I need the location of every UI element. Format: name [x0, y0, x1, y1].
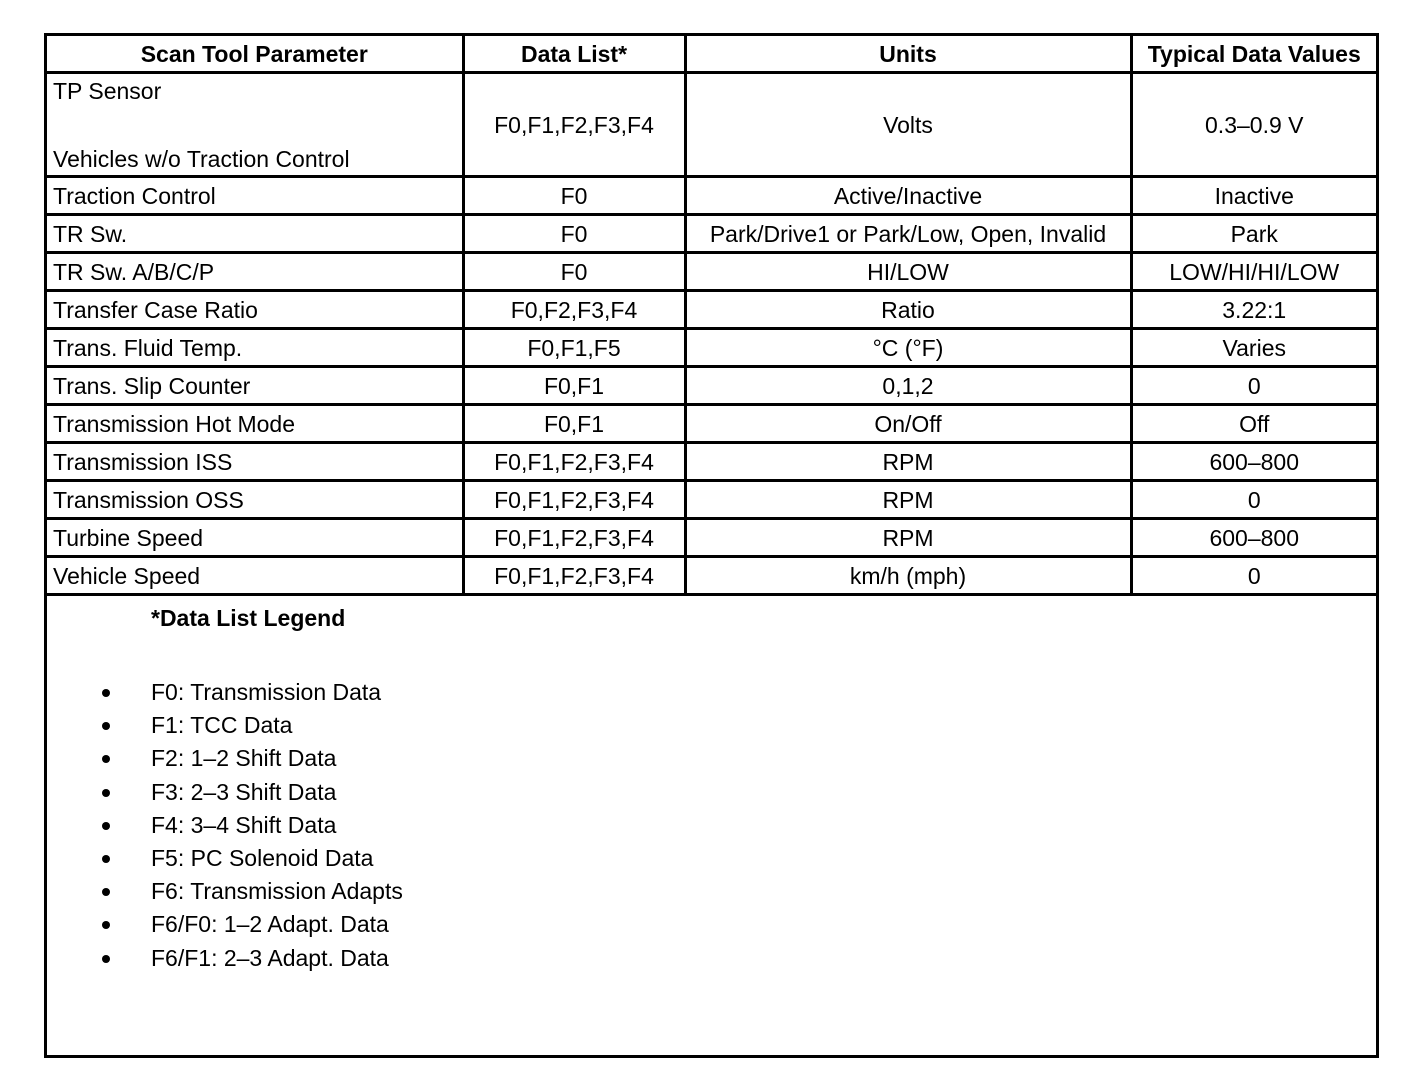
- typical-value-cell: Inactive: [1131, 177, 1376, 215]
- typical-value-cell: 600–800: [1131, 443, 1376, 481]
- data-list-cell: F0,F2,F3,F4: [463, 291, 685, 329]
- header-data-list: Data List*: [463, 36, 685, 73]
- typical-value-cell: Park: [1131, 215, 1376, 253]
- legend-item: [47, 842, 1376, 875]
- scan-tool-data-table: [47, 36, 1376, 596]
- typical-value-cell: 0.3–0.9 V: [1131, 73, 1376, 177]
- legend-item-text: F6/F0: 1–2 Adapt. Data: [151, 911, 389, 938]
- legend-item-text: F0: Transmission Data: [151, 679, 382, 705]
- bullet-icon: [102, 955, 110, 963]
- typical-value-cell: 0: [1131, 481, 1376, 519]
- bullet-icon: [102, 822, 110, 830]
- param-cell: [47, 73, 463, 177]
- param-cell: Traction Control: [47, 177, 463, 215]
- bullet-icon: [102, 888, 110, 896]
- param-cell: Vehicle Speed: [47, 557, 463, 595]
- table-row: [47, 73, 1376, 177]
- legend-item-text: F2: 1–2 Shift Data: [151, 745, 337, 772]
- data-list-cell: F0,F1,F2,F3,F4: [463, 481, 685, 519]
- data-list-cell: F0: [463, 177, 685, 215]
- legend-item-text: F6/F1: 2–3 Adapt. Data: [151, 944, 389, 971]
- param-cell: TR Sw. A/B/C/P: [47, 253, 463, 291]
- header-scan-tool-parameter: Scan Tool Parameter: [47, 36, 463, 73]
- data-list-cell: F0,F1,F2,F3,F4: [463, 73, 685, 177]
- typical-value-cell: 600–800: [1131, 519, 1376, 557]
- legend-item: [47, 742, 1376, 775]
- typical-value-cell: 0: [1131, 367, 1376, 405]
- bullet-icon: [102, 921, 110, 929]
- legend-item-text: F6: Transmission Adapts: [151, 878, 403, 905]
- typical-value-cell: Off: [1131, 405, 1376, 443]
- legend-item: [47, 809, 1376, 842]
- bullet-icon: [102, 722, 110, 730]
- typical-value-cell: LOW/HI/HI/LOW: [1131, 253, 1376, 291]
- units-cell: Park/Drive1 or Park/Low, Open, Invalid: [685, 215, 1131, 253]
- table-row: [47, 329, 1376, 367]
- data-list-cell: F0,F1,F2,F3,F4: [463, 443, 685, 481]
- bullet-icon: [102, 789, 110, 797]
- bullet-icon: [102, 855, 110, 863]
- document-frame: [44, 33, 1379, 1058]
- legend-item: [47, 908, 1376, 941]
- legend-item-text: F1: TCC Data: [151, 712, 293, 739]
- legend-list: [47, 676, 1376, 975]
- legend-item-text: F3: 2–3 Shift Data: [151, 778, 337, 805]
- table-row: [47, 557, 1376, 595]
- legend-title: *Data List Legend: [151, 605, 346, 631]
- param-cell: Turbine Speed: [47, 519, 463, 557]
- units-cell: Active/Inactive: [685, 177, 1131, 215]
- units-cell: 0,1,2: [685, 367, 1131, 405]
- table-row: [47, 443, 1376, 481]
- legend-item: [47, 709, 1376, 742]
- data-list-cell: F0: [463, 253, 685, 291]
- table-row: [47, 177, 1376, 215]
- units-cell: °C (°F): [685, 329, 1131, 367]
- table-row: [47, 253, 1376, 291]
- typical-value-cell: 3.22:1: [1131, 291, 1376, 329]
- data-list-legend: [47, 596, 1376, 975]
- table-row: [47, 291, 1376, 329]
- units-cell: RPM: [685, 443, 1131, 481]
- typical-value-cell: Varies: [1131, 329, 1376, 367]
- data-list-cell: F0,F1,F2,F3,F4: [463, 557, 685, 595]
- table-row: [47, 215, 1376, 253]
- param-line-1: TP Sensor: [53, 77, 162, 104]
- param-cell: Transmission Hot Mode: [47, 405, 463, 443]
- table-row: [47, 481, 1376, 519]
- legend-item-text: F4: 3–4 Shift Data: [151, 811, 337, 838]
- param-cell: Transmission ISS: [47, 443, 463, 481]
- units-cell: RPM: [685, 481, 1131, 519]
- units-cell: km/h (mph): [685, 557, 1131, 595]
- units-cell: Ratio: [685, 291, 1131, 329]
- param-cell: Transmission OSS: [47, 481, 463, 519]
- units-cell: HI/LOW: [685, 253, 1131, 291]
- param-cell: Trans. Slip Counter: [47, 367, 463, 405]
- legend-item: [47, 942, 1376, 975]
- legend-item: [47, 776, 1376, 809]
- table-row: [47, 405, 1376, 443]
- header-units: Units: [685, 36, 1131, 73]
- data-list-cell: F0,F1,F2,F3,F4: [463, 519, 685, 557]
- header-row: [47, 36, 1376, 73]
- bullet-icon: [102, 755, 110, 763]
- units-cell: Volts: [685, 73, 1131, 177]
- typical-value-cell: 0: [1131, 557, 1376, 595]
- data-list-cell: F0,F1: [463, 405, 685, 443]
- units-cell: On/Off: [685, 405, 1131, 443]
- data-list-cell: F0,F1,F5: [463, 329, 685, 367]
- param-cell: Trans. Fluid Temp.: [47, 329, 463, 367]
- legend-item-text: F5: PC Solenoid Data: [151, 844, 374, 871]
- legend-item: [47, 875, 1376, 908]
- data-list-cell: F0: [463, 215, 685, 253]
- bullet-icon: [102, 689, 110, 697]
- table-row: [47, 519, 1376, 557]
- param-cell: TR Sw.: [47, 215, 463, 253]
- legend-item: [47, 676, 1376, 709]
- param-cell: Transfer Case Ratio: [47, 291, 463, 329]
- table-row: [47, 367, 1376, 405]
- units-cell: RPM: [685, 519, 1131, 557]
- header-typical-data-values: Typical Data Values: [1131, 36, 1376, 73]
- param-line-2: Vehicles w/o Traction Control: [53, 145, 350, 172]
- data-list-cell: F0,F1: [463, 367, 685, 405]
